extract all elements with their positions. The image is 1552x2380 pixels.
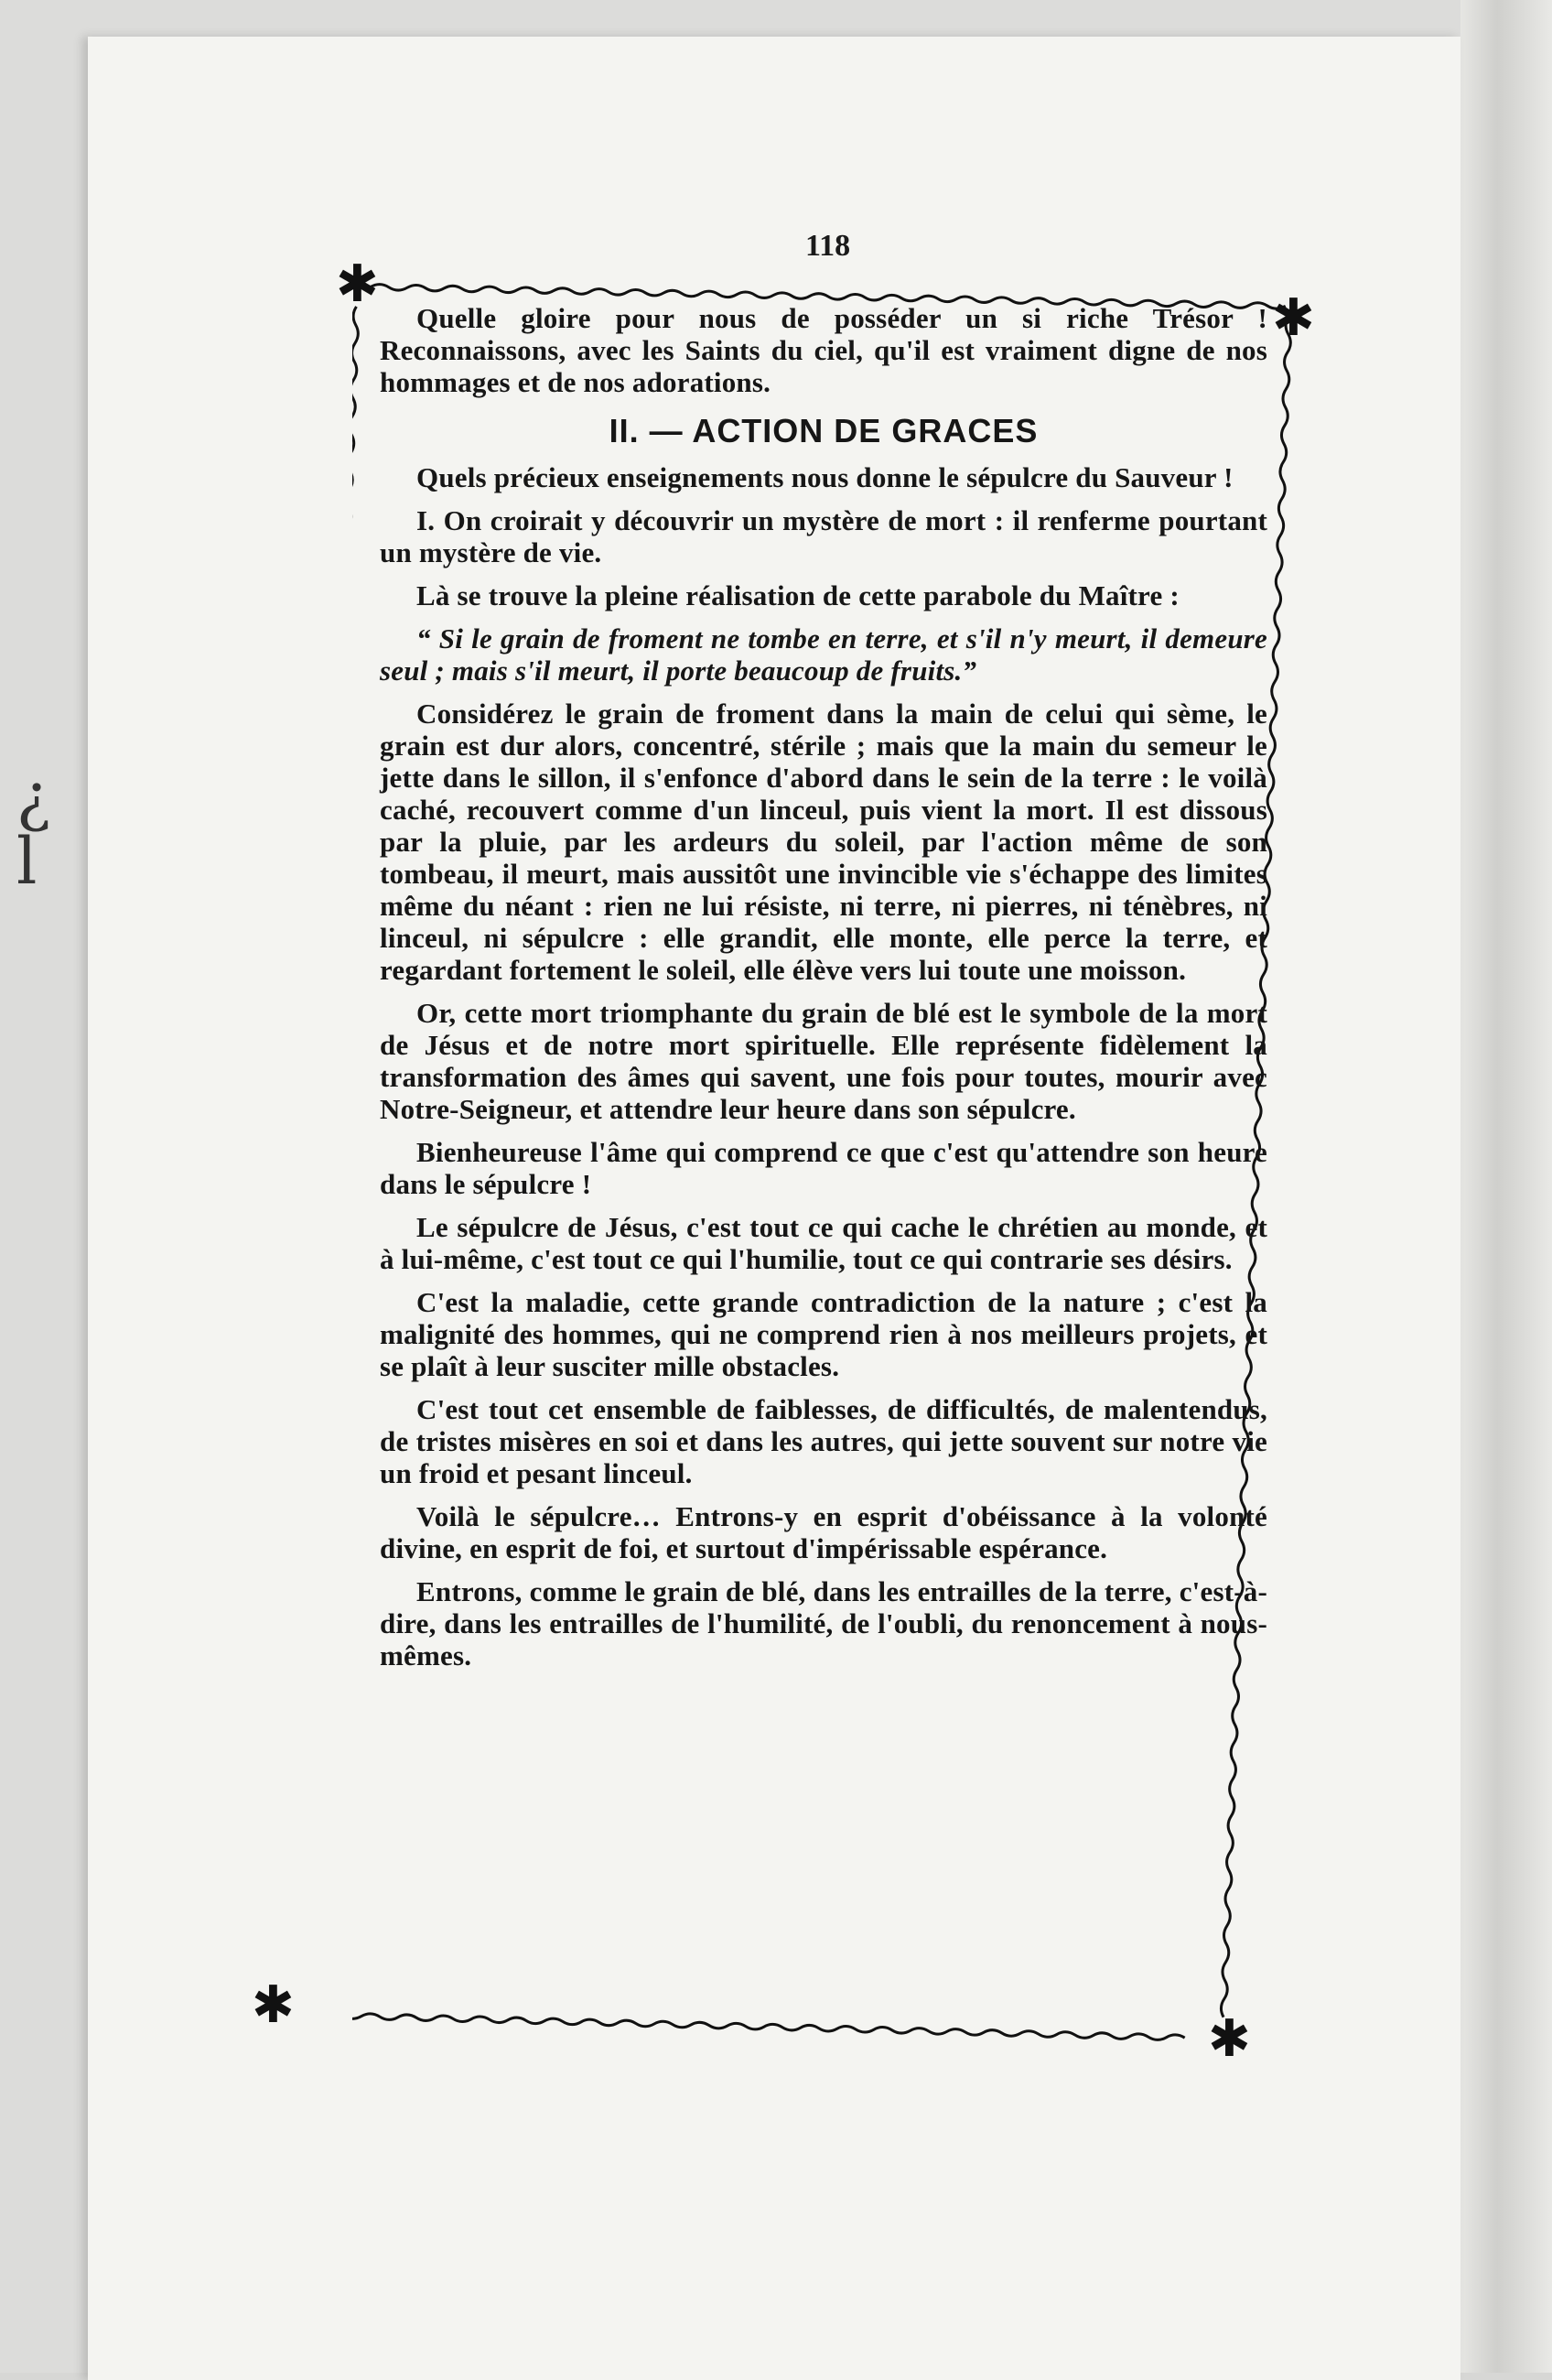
frame-left-wave xyxy=(352,307,359,1990)
paragraph-3: Là se trouve la pleine réalisation de cette parabole du Maître : xyxy=(416,579,1180,611)
ornament-star-bottom-right: ✱ xyxy=(1208,2009,1251,2069)
margin-mark-1: ¿ xyxy=(16,760,51,835)
paragraph-9: C'est la maladie, cette grande contradiction de la nature ; c'est la malignité des hommes, qui ne comprend rien à nos meilleurs projets, et se plaît à leur susciter mille obstacles. xyxy=(380,1286,1267,1382)
adjacent-page-edge xyxy=(1460,0,1552,2373)
paragraph-1: Quels précieux enseignements nous donne le sépulcre du Sauveur ! xyxy=(416,461,1234,493)
paragraph-intro: Quelle gloire pour nous de posséder un si riche Trésor ! Reconnaissons, avec les Saints du ciel, qu'il est vraiment digne de nos hommages et de nos adorations. xyxy=(380,302,1267,398)
ornament-star-top-left: ✱ xyxy=(336,254,379,314)
page-text xyxy=(380,302,1267,1682)
page-number: 118 xyxy=(805,229,851,263)
paragraph-11: Voilà le sépulcre… Entrons-y en esprit d'obéissance à la volonté divine, en esprit de foi, et surtout d'impérissable espérance. xyxy=(380,1500,1267,1564)
paragraph-12: Entrons, comme le grain de blé, dans les entrailles de la terre, c'est-à-dire, dans les entrailles de l'humilité, de l'oubli, du renoncement à nous-mêmes. xyxy=(380,1575,1267,1671)
paragraph-8: Le sépulcre de Jésus, c'est tout ce qui cache le chrétien au monde, et à lui-même, c'est tout ce qui l'humilie, tout ce qui contrarie ses désirs. xyxy=(380,1211,1267,1275)
paragraph-2: I. On croirait y découvrir un mystère de mort : il renferme pourtant un mystère de vie. xyxy=(380,504,1267,568)
paragraph-5: Considérez le grain de froment dans la main de celui qui sème, le grain est dur alors, concentré, stérile ; mais que la main du semeur le jette dans le sillon, il s'enfonce d'abord dans le sein de la terre : le voilà caché, recouvert comme d'un linceul, puis vient la mort. Il est dissous par la pluie, par les ardeurs du soleil, par l'action même de son tombeau, il meurt, mais aussitôt une invincible vie s'échappe des limites même du néant : rien ne lui résiste, ni terre, ni pierres, ni ténèbres, ni linceul, ni sépulcre : elle grandit, elle monte, elle perce la terre, et regardant fortement le soleil, elle élève vers lui toute une moisson. xyxy=(380,698,1267,986)
paragraph-10: C'est tout cet ensemble de faiblesses, de difficultés, de malentendus, de tristes misères en soi et dans les autres, qui jette souvent sur notre vie un froid et pesant linceul. xyxy=(380,1393,1267,1489)
section-heading: II. — ACTION DE GRACES xyxy=(609,412,1039,449)
frame-bottom-wave xyxy=(352,2012,1185,2041)
margin-mark-2: l xyxy=(16,824,38,899)
ornamental-frame xyxy=(252,254,1315,2069)
paragraph-6: Or, cette mort triomphante du grain de blé est le symbole de la mort de Jésus et de notre mort spirituelle. Elle représente fidèlement la transformation des âmes qui savent, une fois pour toutes, mourir avec Notre-Seigneur, et attendre leur heure dans son sépulcre. xyxy=(380,997,1267,1125)
ornament-star-top-right: ✱ xyxy=(1272,288,1315,348)
ornament-star-bottom-left: ✱ xyxy=(252,1975,295,2035)
paragraph-7: Bienheureuse l'âme qui comprend ce que c'est qu'attendre son heure dans le sépulcre ! xyxy=(380,1136,1267,1200)
parable-quote: “ Si le grain de froment ne tombe en terre, et s'il n'y meurt, il demeure seul ; mais s'il meurt, il porte beaucoup de fruits.” xyxy=(380,622,1267,687)
